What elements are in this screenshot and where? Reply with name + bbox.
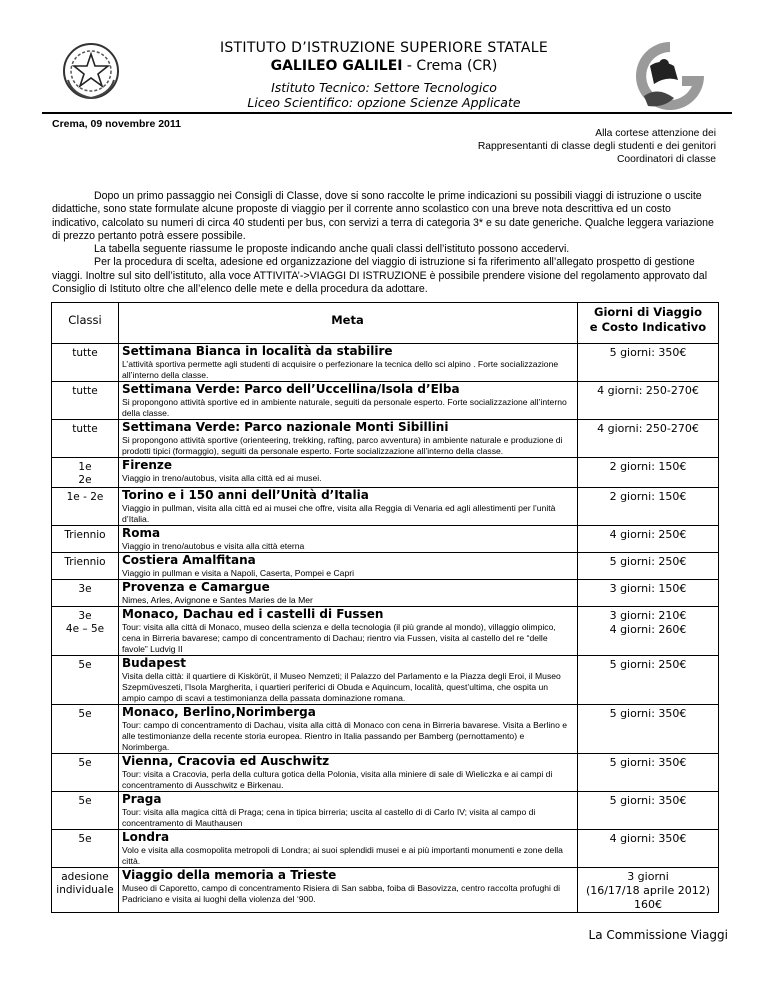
intro-paragraph: Per la procedura di scelta, adesione ed organizzazione del viaggio di istruzione si fa riferimento all’allegato prospetto di gestione viaggi. Inoltre sul sito dell’istituto, alla voce ATTIVITA’->VIAGGI DI ISTRUZIONE è possibile prendere visione del regolamento approvato dal Consiglio di Istituto oltre che all’elenco delle mete e della procedura da adottare. (52, 256, 708, 296)
costo-value: 3 giorni: 210€ (609, 609, 687, 622)
cell-classi (52, 830, 119, 868)
institute-subtitle-2: Liceo Scientifico: opzione Scienze Applicate (247, 95, 521, 110)
trips-table (51, 302, 719, 913)
meta-title: Londra (122, 830, 170, 844)
institute-type: ISTITUTO D’ISTRUZIONE SUPERIORE STATALE (219, 40, 549, 56)
table-row (52, 488, 719, 526)
addressee-line: Coordinatori di classe (616, 154, 716, 165)
classi-value: tutte (72, 347, 98, 359)
institute-city: - Crema (CR) (402, 58, 498, 74)
cell-meta (119, 580, 578, 607)
classi-value: 5e (78, 659, 92, 671)
meta-description: Si propongono attività sportive (orienteering, trekking, rafting, parco avventura) in ambiente naturale e produzione di prodotti tipici (formaggio), seguiti da personale esperto. Forte socializzazione all’interno della classe. (122, 435, 563, 456)
costo-value: 3 giorni (627, 870, 669, 883)
cell-classi (52, 868, 119, 913)
costo-value: 4 giorni: 250-270€ (597, 384, 699, 397)
cell-costo (578, 382, 719, 420)
intro-paragraph: Dopo un primo passaggio nei Consigli di Classe, dove si sono raccolte le prime indicazioni su possibili viaggi di istruzione o uscite didattiche, sono state formulate alcune proposte di viaggio per il corrente anno scolastico con una breve nota descrittiva ed un costo indicativo, calcolato su numeri di circa 40 studenti per bus, con servizi a terra di categoria 3* e su date generiche. Qualche leggera variazione di prezzo pertanto potrà essere possibile. (52, 190, 714, 242)
costo-value: 4 giorni: 250-270€ (597, 422, 699, 435)
cell-classi (52, 754, 119, 792)
cell-meta (119, 830, 578, 868)
meta-title: Provenza e Camargue (122, 580, 270, 594)
cell-costo (578, 526, 719, 553)
classi-value: individuale (56, 884, 114, 896)
meta-title: Budapest (122, 656, 186, 670)
meta-description: Volo e visita alla cosmopolita metropoli di Londra; ai suoi splendidi musei e ai più importanti monumenti e zone della città. (122, 845, 563, 866)
intro-text (52, 190, 718, 296)
cell-costo (578, 754, 719, 792)
meta-description: Tour: visita a Cracovia, perla della cultura gotica della Polonia, visita alla miniere di sale di Wieliczka e ai campi di concentramento di Ausschwitz e Birkenau. (122, 769, 553, 790)
table-row (52, 607, 719, 656)
cell-meta (119, 526, 578, 553)
classi-value: 1e - 2e (66, 491, 104, 503)
table-row (52, 458, 719, 488)
addressee-block (478, 127, 716, 166)
cell-classi (52, 382, 119, 420)
classi-value: 5e (78, 708, 92, 720)
classi-value: 5e (78, 757, 92, 769)
table-row (52, 580, 719, 607)
meta-description: Visita della città: il quartiere di Kiskörüt, il Museo Nemzeti; il Palazzo del Parlamento e la Piazza degli Eroi, il Museo Szepmüveszeti, l’Isola Margherita, i quartieri periferici di Obuda e Aquincum, località, quest’ultima, che ospita un ampio campo di scavi a testimonianza della passata dominazione romana. (122, 671, 561, 703)
meta-description: L’attività sportiva permette agli studenti di acquisire o perfezionare la tecnica dello sci alpino . Forte socializzazione all’interno della classe. (122, 359, 559, 380)
cell-meta (119, 607, 578, 656)
header-meta: Meta (119, 303, 578, 344)
header-classi: Classi (52, 303, 119, 344)
addressee-line: Rappresentanti di classe degli studenti e dei genitori (477, 141, 716, 152)
costo-value: 5 giorni: 250€ (609, 555, 687, 568)
meta-title: Firenze (122, 458, 173, 472)
cell-meta (119, 344, 578, 382)
meta-description: Nimes, Arles, Avignone e Santes Maries de la Mer (122, 595, 313, 605)
table-row (52, 382, 719, 420)
cell-classi (52, 656, 119, 705)
meta-description: Viaggio in treno/autobus e visita alla città eterna (122, 541, 305, 551)
table-row (52, 830, 719, 868)
cell-costo (578, 607, 719, 656)
header-divider (42, 112, 732, 114)
meta-title: Vienna, Cracovia ed Auschwitz (122, 754, 330, 768)
classi-value: tutte (72, 423, 98, 435)
costo-value: 4 giorni: 260€ (609, 623, 687, 636)
cell-costo (578, 656, 719, 705)
costo-value: 5 giorni: 350€ (609, 707, 687, 720)
meta-description: Tour: visita alla città di Monaco, museo della scienza e della tecnologia (il più grande al mondo), villaggio olimpico, cena in Birreria bavarese; campo di concentramento di Dachau; rientro via Fussen, visita al castello del re “delle favole” Ludvig II (122, 622, 556, 654)
costo-value: 4 giorni: 250€ (609, 528, 687, 541)
costo-value: 2 giorni: 150€ (609, 490, 687, 503)
meta-description: Si propongono attività sportive ed in ambiente naturale, seguiti da personale esperto. Forte socializzazione all’interno della classe. (122, 397, 567, 418)
classi-value: 2e (78, 474, 92, 486)
table-row (52, 344, 719, 382)
table-row (52, 792, 719, 830)
classi-value: adesione (61, 871, 109, 883)
cell-meta (119, 553, 578, 580)
header-costo-line: e Costo Indicativo (589, 320, 707, 334)
cell-classi (52, 344, 119, 382)
cell-costo (578, 830, 719, 868)
cell-costo (578, 344, 719, 382)
letter-date: Crema, 09 novembre 2011 (52, 118, 181, 130)
cell-meta (119, 488, 578, 526)
cell-classi (52, 607, 119, 656)
meta-description: Museo di Caporetto, campo di concentramento Risiera di San sabba, foiba di Basovizza, centro raccolta profughi di Padriciano e visita ai luoghi della violenza del ‘900. (122, 883, 561, 904)
costo-value: 5 giorni: 250€ (609, 658, 687, 671)
meta-description: Viaggio in pullman e visita a Napoli, Caserta, Pompei e Capri (122, 568, 354, 578)
cell-classi (52, 580, 119, 607)
meta-title: Viaggio della memoria a Trieste (122, 868, 337, 882)
cell-classi (52, 488, 119, 526)
costo-value: 2 giorni: 150€ (609, 460, 687, 473)
classi-value: 3e (78, 610, 92, 622)
cell-classi (52, 458, 119, 488)
table-row (52, 420, 719, 458)
trips-table-body (52, 344, 719, 913)
meta-description: Tour: campo di concentramento di Dachau, visita alla città di Monaco con cena in Birreria bavarese. Visita a Berlino e alle testimonianze della recente storia europea. Rientro in Italia passando per Bamberg (pernottamento) e Norimberga. (122, 720, 568, 752)
classi-value: 5e (78, 795, 92, 807)
meta-title: Monaco, Dachau ed i castelli di Fussen (122, 607, 384, 621)
cell-costo (578, 420, 719, 458)
table-row (52, 705, 719, 754)
cell-classi (52, 420, 119, 458)
costo-value: 160€ (634, 898, 662, 911)
meta-title: Settimana Bianca in località da stabilire (122, 344, 393, 358)
costo-value: 5 giorni: 350€ (609, 756, 687, 769)
meta-title: Costiera Amalfitana (122, 553, 256, 567)
republic-emblem-icon (60, 40, 122, 102)
classi-value: tutte (72, 385, 98, 397)
letterhead (0, 0, 768, 110)
table-row (52, 656, 719, 705)
cell-costo (578, 580, 719, 607)
cell-classi (52, 553, 119, 580)
table-header-row (52, 303, 719, 344)
costo-value: 5 giorni: 350€ (609, 794, 687, 807)
cell-costo (578, 792, 719, 830)
table-row (52, 868, 719, 913)
meta-description: Viaggio in treno/autobus, visita alla città ed ai musei. (122, 473, 322, 483)
header-costo-line: Giorni di Viaggio (594, 305, 702, 319)
cell-meta (119, 656, 578, 705)
meta-description: Viaggio in pullman, visita alla città ed ai musei che offre, visita alla Reggia di Venaria ed agli allestimenti per l’unità d’Italia. (122, 503, 556, 524)
cell-meta (119, 382, 578, 420)
institute-subtitle-1: Istituto Tecnico: Settore Tecnologico (271, 80, 497, 95)
cell-meta (119, 868, 578, 913)
cell-meta (119, 420, 578, 458)
classi-value: 5e (78, 833, 92, 845)
classi-value: Triennio (64, 556, 106, 568)
addressee-line: Alla cortese attenzione dei (595, 128, 716, 139)
cell-meta (119, 705, 578, 754)
meta-description: Tour: visita alla magica città di Praga; cena in tipica birreria; uscita al castello di di Carlo IV; visita al campo di concentramento di Mauthausen (122, 807, 536, 828)
cell-meta (119, 458, 578, 488)
meta-title: Settimana Verde: Parco dell’Uccellina/Isola d’Elba (122, 382, 460, 396)
cell-classi (52, 792, 119, 830)
table-row (52, 754, 719, 792)
classi-value: 3e (78, 583, 92, 595)
meta-title: Torino e i 150 anni dell’Unità d’Italia (122, 488, 369, 502)
costo-value: 5 giorni: 350€ (609, 346, 687, 359)
cell-meta (119, 754, 578, 792)
cell-classi (52, 526, 119, 553)
meta-title: Monaco, Berlino,Norimberga (122, 705, 316, 719)
meta-title: Praga (122, 792, 162, 806)
signature: La Commissione Viaggi (588, 928, 728, 942)
costo-value: (16/17/18 aprile 2012) (585, 884, 711, 897)
table-row (52, 526, 719, 553)
classi-value: 1e (78, 461, 92, 473)
cell-costo (578, 488, 719, 526)
costo-value: 4 giorni: 350€ (609, 832, 687, 845)
costo-value: 3 giorni: 150€ (609, 582, 687, 595)
intro-paragraph: La tabella seguente riassume le proposte indicando anche quali classi dell’istituto possono accedervi. (94, 243, 570, 256)
table-row (52, 553, 719, 580)
cell-costo (578, 705, 719, 754)
school-logo-icon (630, 36, 712, 114)
classi-value: Triennio (64, 529, 106, 541)
header-costo (578, 303, 719, 344)
cell-classi (52, 705, 119, 754)
cell-costo (578, 553, 719, 580)
cell-costo (578, 868, 719, 913)
meta-title: Roma (122, 526, 161, 540)
cell-costo (578, 458, 719, 488)
cell-meta (119, 792, 578, 830)
institute-name-bold: GALILEO GALILEI (270, 58, 403, 74)
institute-name (200, 58, 568, 74)
meta-title: Settimana Verde: Parco nazionale Monti Sibillini (122, 420, 449, 434)
classi-value: 4e – 5e (65, 623, 105, 635)
